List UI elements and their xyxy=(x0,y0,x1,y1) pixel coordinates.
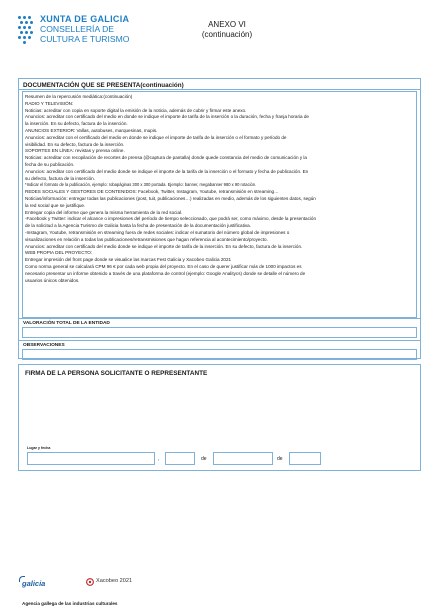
year-field[interactable] xyxy=(289,452,321,465)
documentation-section xyxy=(18,78,421,359)
doc-line: ANUNCIOS EXTERIOR: Vallas, autobuses, marquesinas, mupis. xyxy=(25,127,158,133)
valoracion-field[interactable] xyxy=(22,327,417,338)
org-name: XUNTA DE GALICIA xyxy=(40,14,130,24)
anexo-number: ANEXO VI xyxy=(208,20,246,29)
doc-line: su defecto, factura de la inserción. xyxy=(25,175,95,181)
place-field[interactable] xyxy=(27,452,155,465)
xacobeo-logo: Xacobeo 2021 xyxy=(96,578,133,584)
doc-line: Anuncios: acreditar con certificado del medio en donde se indique el importe de tarifa de la inserción o la duración, fecha y franja horaria de xyxy=(25,114,309,120)
org-dept-line1: CONSELLERÍA DE xyxy=(40,24,115,34)
doc-line: -Instagram, Youtube, retransmisión en streaming fuera de redes sociales: indicar el sumatorio del número global de impresiones o xyxy=(25,229,290,235)
doc-line: de la solicitud a la Agencia Turismo de Galicia hasta la fecha de presentación de la documentación justificativa. xyxy=(25,223,251,229)
de-label-2: de xyxy=(277,456,283,462)
month-field[interactable] xyxy=(213,452,273,465)
doc-line: la inserción. En su defecto, factura de la inserción. xyxy=(25,121,128,127)
doc-line: SOPORTES EN LÍNEA: revistas y prensa online. xyxy=(25,148,125,154)
doc-line: fecha de su publicación. xyxy=(25,161,75,167)
anexo-title xyxy=(182,20,272,40)
footer-logos xyxy=(22,577,222,593)
doc-line: -Facebook y Twitter: indicar el alcance o impresiones del período de tiempo seleccionado, que podrá ser, como máximo, desde la presentación xyxy=(25,216,317,222)
observaciones-label: OBSERVACIONES xyxy=(19,340,420,349)
doc-line: REDES SOCIALES Y GESTORES DE CONTENIDOS: Facebook, Twitter, Instagram, Youtube, retransmisión en streaming… xyxy=(25,189,279,195)
section-title: DOCUMENTACIÓN QUE SE PRESENTA(continuación) xyxy=(19,79,420,90)
doc-line: usuarios únicos obtenidos. xyxy=(25,277,80,283)
doc-line: WEB PROPIA DEL PROYECTO: xyxy=(25,250,93,256)
doc-line: Noticias: acreditar con recopilación de recortes de prensa (@captura de pantalla) donde quede constancia del medio de comunicación y la xyxy=(25,155,307,161)
xunta-emblem-icon xyxy=(18,16,34,46)
page-header xyxy=(14,10,425,54)
valoracion-label: VALORACIÓN TOTAL DE LA ENTIDAD xyxy=(19,318,420,327)
doc-line: *Indicar el formato de la publicación, ejemplo: robapáginas 300 x 300 portada. Ejemplo: banner, megabanner 980 x 90 rotación. xyxy=(25,182,257,188)
doc-line: visualizaciones en relación a todas las publicaciones/retransmisiones que hagan referencia al acontecimiento/proyecto. xyxy=(25,236,268,242)
date-row xyxy=(27,452,419,465)
observaciones-field[interactable] xyxy=(22,349,417,360)
signature-section xyxy=(18,364,421,471)
anexo-subtitle: (continuación) xyxy=(201,30,253,39)
doc-line: Resumen de la repercusión mediática:(continuación) xyxy=(25,94,133,99)
day-field[interactable] xyxy=(165,452,195,465)
lugar-fecha-label: Lugar y fecha xyxy=(27,446,51,450)
org-dept-line2: CULTURA E TURISMO xyxy=(40,34,130,44)
doc-line: Noticias/información: entregar todas las publicaciones (post, tuit, publicaciones…) realizadas en medio, además de los siguientes datos, según xyxy=(25,195,316,201)
comma-separator: , xyxy=(158,456,160,462)
signature-title: FIRMA DE LA PERSONA SOLICITANTE O REPRESENTANTE xyxy=(25,370,208,377)
doc-line: Como norma general se calculará CPM 96 € por cada web propia del proyecto. En el caso de querer justificar más de 1000 impactos es xyxy=(25,263,302,269)
doc-line: Anuncios: acreditar con el certificado del medio en donde se indique el importe de tarifa de la inserción o el formato y período de xyxy=(25,134,287,140)
de-label-1: de xyxy=(201,456,207,462)
agencia-footer-text: Agencia gallega de las industrias culturales xyxy=(22,601,118,606)
xunta-logo xyxy=(14,10,164,54)
doc-line: Anuncios: acreditar con certificado del medio donde se indique el importe de la tarifa de la inserción o el formato y fecha de publicación. En xyxy=(25,168,309,174)
documentation-textarea[interactable] xyxy=(22,91,417,318)
doc-line: Entregar copia del informe que genera la misma herramienta de la red social. xyxy=(25,209,183,215)
galicia-logo: galicia xyxy=(22,579,46,588)
doc-line: visibilidad. En su defecto, factura de la inserción. xyxy=(25,141,125,147)
xacobeo-emblem-icon xyxy=(86,578,94,586)
doc-line: la red social que se justifique. xyxy=(25,202,86,208)
doc-line: Entregar impresión del front page donde se visualice las marcas Fest Galicia y Xacobeo Galicia 2021 xyxy=(25,257,232,263)
doc-line: Noticias: acreditar con copia en soporte digital la emisión de la noticia, además de cubrir y firmar este anexo. xyxy=(25,107,247,113)
doc-line: RADIO Y TELEVISIÓN: xyxy=(25,100,74,106)
doc-line: Anuncios: acreditar con certificado del medio donde se indique el importe de tarifa de la inserción. En su defecto, factura de la inserción. xyxy=(25,243,303,249)
doc-line: necesario presentar un informe obtenido a través de una plataforma de control (ejemplo: Google Analitycs) donde se detalle el número de xyxy=(25,270,306,276)
